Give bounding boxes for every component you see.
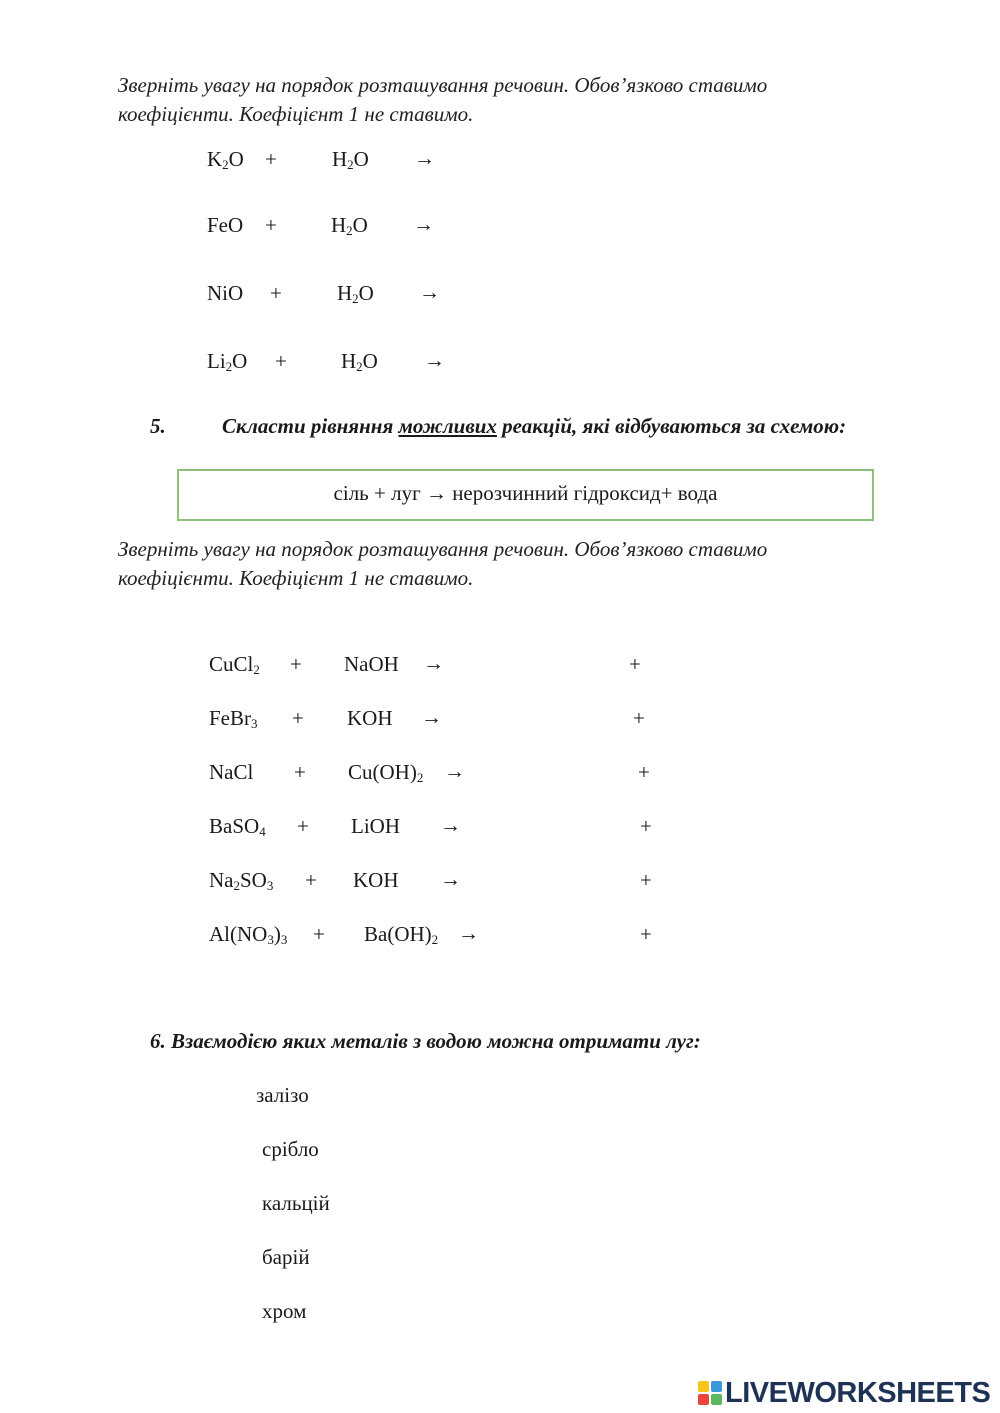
metal-option[interactable]: кальцій [262, 1191, 330, 1215]
salt: FeBr$_3$ [209, 706, 258, 731]
plus-sign: + [640, 868, 652, 892]
arrow-icon: → [414, 146, 435, 170]
instruction-note-line: коефіцієнти. Коефіцієнт 1 не ставимо. [118, 566, 474, 590]
plus-sign: + [640, 922, 652, 946]
plus-sign: + [275, 349, 287, 373]
instruction-note-line: Зверніть увагу на порядок розташування речовин. Обов’язково ставимо [118, 73, 768, 97]
logo-square [711, 1381, 722, 1392]
salt: CuCl$_2$ [209, 652, 260, 677]
logo-square [698, 1394, 709, 1405]
logo-square [698, 1381, 709, 1392]
alkali: NaOH [344, 652, 399, 676]
arrow-icon: → [440, 867, 461, 891]
arrow-icon: → [440, 813, 461, 837]
arrow-icon: → [419, 280, 440, 304]
instruction-note-2 [118, 535, 767, 593]
reactant-1: $Li_2O$ [207, 349, 248, 374]
arrow-icon: → [421, 705, 442, 729]
arrow-icon: → [413, 212, 434, 236]
plus-sign: + [305, 868, 317, 892]
brand-name: LIVEWORKSHEETS [725, 1376, 991, 1409]
section6-heading: 6. Взаємодією яких металів з водою можна отримати луг: [150, 1029, 701, 1053]
arrow-icon: → [424, 348, 445, 372]
plus-sign: + [270, 281, 282, 305]
arrow-icon: → [458, 921, 479, 945]
alkali: LiOH [351, 814, 400, 838]
reactant-2: $H_2O$ [341, 349, 378, 374]
plus-sign: + [292, 706, 304, 730]
salt: $Na_2SO_3$ [209, 868, 274, 893]
reaction-scheme-box [177, 469, 874, 521]
plus-sign: + [638, 760, 650, 784]
plus-sign: + [313, 922, 325, 946]
metal-option[interactable]: барій [262, 1245, 310, 1269]
plus-sign: + [265, 213, 277, 237]
logo-icon [698, 1381, 722, 1405]
plus-sign: + [640, 814, 652, 838]
metal-option[interactable]: срібло [262, 1137, 319, 1161]
alkali: $Cu(OH)_2$ [348, 760, 424, 785]
arrow-icon: → [444, 759, 465, 783]
plus-sign: + [633, 706, 645, 730]
reactant-1: $K_2O$ [207, 147, 244, 172]
salt: $Al(NO_3)_3$ [209, 922, 288, 947]
metal-option[interactable]: хром [262, 1299, 307, 1323]
reactant-1: FeO [207, 213, 244, 237]
plus-sign: + [294, 760, 306, 784]
alkali: KOH [347, 706, 393, 730]
plus-sign: + [629, 652, 641, 676]
plus-sign: + [297, 814, 309, 838]
reactant-2: $H_2O$ [332, 147, 369, 172]
section5-heading: Скласти рівняння можливих реакцій, які відбуваються за схемою: [222, 414, 847, 438]
salt: BaSO$_4$ [209, 814, 266, 839]
reactant-1: NiO [207, 281, 244, 305]
salt: NaCl [209, 760, 254, 784]
section5-number: 5. [150, 414, 166, 438]
logo-square [711, 1394, 722, 1405]
reaction-scheme: сіль + луг → нерозчинний гідроксид+ вода [333, 481, 718, 505]
plus-sign: + [290, 652, 302, 676]
instruction-note-line: коефіцієнти. Коефіцієнт 1 не ставимо. [118, 102, 474, 126]
reactant-2: $H_2O$ [337, 281, 374, 306]
arrow-icon: → [423, 651, 444, 675]
metal-option[interactable]: залізо [256, 1083, 309, 1107]
alkali: $Ba(OH)_2$ [364, 922, 439, 947]
instruction-note-line: Зверніть увагу на порядок розташування речовин. Обов’язково ставимо [118, 537, 768, 561]
plus-sign: + [265, 147, 277, 171]
liveworksheets-logo [698, 1377, 990, 1409]
alkali: KOH [353, 868, 399, 892]
instruction-note-1 [118, 71, 767, 129]
reactant-2: $H_2O$ [331, 213, 368, 238]
